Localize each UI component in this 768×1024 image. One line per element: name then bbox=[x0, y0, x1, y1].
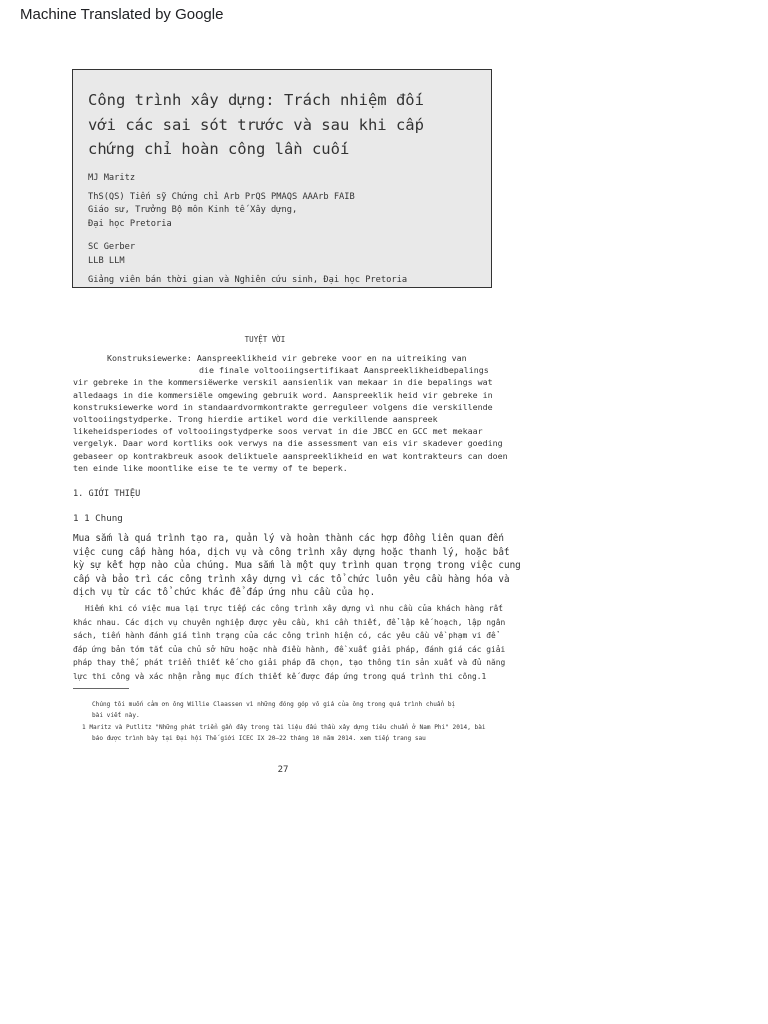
paragraph-line: việc cung cấp hàng hóa, dịch vụ và công trình xây dựng hoặc thanh lý, hoặc bất bbox=[73, 546, 510, 558]
paragraph-line: đáp ứng bản tóm tắt của chủ sở hữu hoặc nhà điều hành, đề xuất giải pháp, đánh giá các giải bbox=[73, 644, 506, 654]
author-name: SC Gerber bbox=[88, 242, 136, 253]
footnote-line: Chúng tôi muốn cảm ơn ông Willie Claassen vì những đóng góp vô giá của ông trong quá trình chuẩn bị bbox=[92, 701, 456, 708]
paragraph-line: sách, tiến hành đánh giá tình trạng của các công trình hiện có, các yêu cầu về phạm vi để bbox=[73, 631, 496, 641]
article-title-line: chứng chỉ hoàn công lần cuối bbox=[88, 140, 350, 158]
abstract-line: alledaags in die kommersiële omgewing gebruik word. Aanspreeklik heid vir gebreke in bbox=[73, 389, 493, 400]
footnote-line: 1 Maritz và Putlitz "Những phát triển gần đây trong tài liệu đấu thầu xây dựng tiêu chuẩn ở Nam Phi" 2014, bài bbox=[82, 724, 486, 731]
body-paragraph bbox=[73, 602, 506, 684]
abstract-line: die finale voltooiingsertifikaat Aanspreeklikheidbepalings bbox=[199, 365, 489, 376]
abstract-line: vir gebreke in the kommersiëwerke verskil aansienlik van mekaar in die bepalings wat bbox=[73, 377, 493, 388]
article-title-line: với các sai sót trước và sau khi cấp bbox=[88, 115, 424, 134]
paragraph-line: kỳ sự kết hợp nào của chúng. Mua sắm là một quy trình quan trọng trong việc cung bbox=[73, 560, 521, 572]
author-credentials: LLB LLM bbox=[88, 255, 125, 266]
paragraph-line: cấp và bảo trì các công trình xây dựng vì các tổ chức luôn yêu cầu hàng hóa và bbox=[73, 573, 510, 585]
translation-banner: Machine Translated by Google bbox=[20, 6, 224, 23]
footnote-acknowledgement bbox=[82, 700, 455, 721]
paragraph-line: Mua sắm là quá trình tạo ra, quản lý và hoàn thành các hợp đồng liên quan đến bbox=[73, 533, 504, 544]
paragraph-line: khác nhau. Các dịch vụ chuyên nghiệp được yêu cầu, khi cần thiết, để lập kế hoạch, lập ngân bbox=[73, 617, 506, 627]
paragraph-line: Hiếm khi có việc mua lại trực tiếp các công trình xây dựng vì nhu cầu của khách hàng rất bbox=[85, 604, 504, 613]
article-title-line: Công trình xây dựng: Trách nhiệm đối bbox=[88, 91, 424, 109]
footnote-1 bbox=[82, 723, 486, 744]
paragraph-line: dịch vụ từ các tổ chức khác để đáp ứng nhu cầu của họ. bbox=[73, 587, 376, 599]
author-name: MJ Maritz bbox=[88, 172, 136, 183]
author-affiliation: Đại học Pretoria bbox=[88, 218, 172, 229]
abstract-line: likeheidsperiodes of voltooiingstydperke soos vervat in die JBCC en GCC met mekaar bbox=[73, 426, 483, 437]
footnote-divider bbox=[73, 688, 129, 689]
paragraph-line: pháp thay thế, phát triển thiết kế cho giải pháp đã chọn, tạo thông tin sản xuất và đủ năng bbox=[73, 658, 506, 668]
title-box bbox=[72, 69, 492, 288]
subsection-heading: 1 1 Chung bbox=[73, 513, 123, 524]
section-heading: 1. GIỚI THIỆU bbox=[73, 489, 141, 499]
footnote-line: báo được trình bày tại Đại hội Thế giới ICEC IX 20–22 tháng 10 năm 2014. xem tiếp trang sau bbox=[92, 734, 426, 742]
author-affiliation: Giảng viên bán thời gian và Nghiên cứu sinh, Đại học Pretoria bbox=[88, 274, 408, 285]
abstract bbox=[73, 352, 513, 474]
author-credentials: ThS(QS) Tiến sỹ Chứng chỉ Arb PrQS PMAQS AAArb FAIB bbox=[88, 191, 355, 202]
abstract-line: ten einde like moontlike eise te te vermy of te beperk. bbox=[73, 462, 348, 473]
body-paragraph bbox=[73, 532, 521, 600]
abstract-line: gebaseer op kontrakbreuk asook deliktuele aanspreeklikheid en wat kontrakteurs can doen bbox=[73, 450, 508, 461]
page-number: 27 bbox=[277, 765, 289, 775]
author-position: Giáo sư, Trưởng Bộ môn Kinh tế Xây dựng, bbox=[88, 205, 298, 216]
abstract-line: vergelyk. Daar word kortliks ook verwys na die assessment van eis vir skadever goeding bbox=[73, 438, 503, 449]
paragraph-line: lực thi công và xác nhận rằng mục đích thiết kế được đáp ứng trong quá trình thi công.1 bbox=[73, 671, 487, 681]
abstract-line: voltooiingstydperke. Trong hierdie artikel word die verkillende aanspreek bbox=[73, 414, 438, 425]
footnote-line: bài viết này. bbox=[92, 711, 140, 719]
abstract-line: konstruksiewerke word in standaardvormkontrakte gerreguleer volgens die verskillende bbox=[73, 401, 493, 412]
abstract-heading: TUYỆT VỜI bbox=[244, 335, 286, 344]
abstract-line: Konstruksiewerke: Aanspreeklikheid vir gebreke voor en na uitreiking van bbox=[107, 353, 467, 363]
